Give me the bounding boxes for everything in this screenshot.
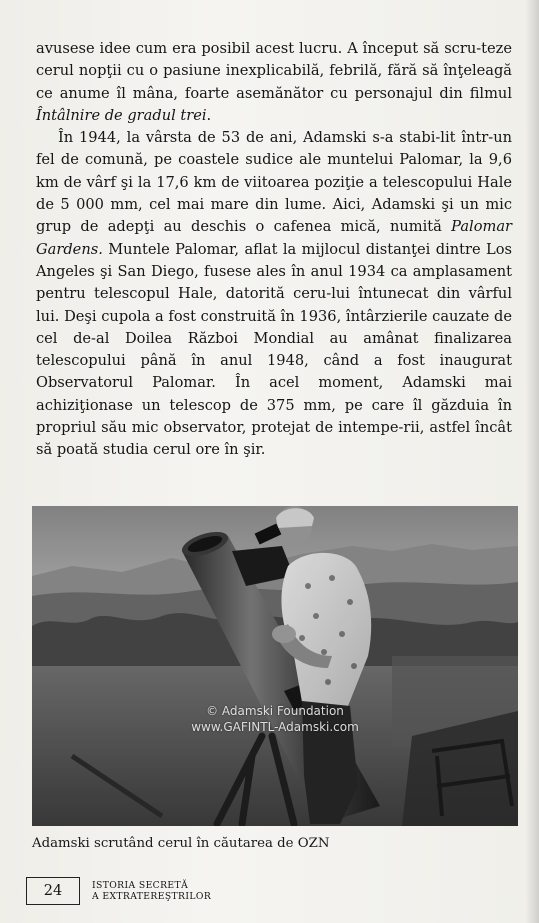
paragraph [36,38,512,127]
page-number: 24 [26,877,80,905]
italic-title: Palomar Gardens. [36,218,512,258]
running-head-line-2: A EXTRATEREŞTRILOR [92,891,212,902]
watermark-line-1: © Adamski Foundation [206,704,344,718]
running-head [92,880,211,902]
text-run: Muntele Palomar, aflat la mijlocul distanţei dintre Los Angeles şi San Diego, fusese ales în anul 1934 ca amplasament pentru telescopul Hale, datorită ceru-lui întunecat din vârful lui. Deşi cupola a fost construită în 1936, întârzierile cauzate de cel de-al Doilea Război Mondial au amânat finalizarea telescopului până în anul 1948, când a fost inaugurat Observatorul Palomar. În acel moment, Adamski mai achiziţionase un telescop de 375 mm, pe care îl găzduia în propriul său mic observator, protejat de intempe-rii, astfel încât să poată studia cerul ore în şir. [36,240,512,459]
body-text [36,38,512,462]
page-footer [26,877,506,909]
photo-caption: Adamski scrutând cerul în căutarea de OZN [32,836,330,851]
italic-title: Întâlnire de gradul trei [36,106,207,124]
text-run: . [206,106,212,124]
paragraph [36,127,512,461]
watermark-line-2: www.GAFINTL-Adamski.com [191,720,359,734]
photograph [32,506,518,826]
text-run: În 1944, la vârsta de 53 de ani, Adamski s-a stabi-lit într-un fel de comună, pe coastele sudice ale muntelui Palomar, la 9,6 km de vârf şi la 17,6 km de viitoarea poziţie a telescopului Hale de 5 000 mm, cel mai mare din lume. Aici, Adamski şi un mic grup de adepţi au deschis o cafenea mică, numită [36,129,512,236]
running-head-line-1: ISTORIA SECRETĂ [92,880,189,891]
photo-grain [32,506,518,826]
text-run: avusese idee cum era posibil acest lucru. A început să scru-teze cerul nopţii cu o pasiune inexplicabilă, febrilă, fără să înţeleagă ce anume îl mâna, foarte asemănător cu personajul din filmul [36,40,512,102]
page-edge-shadow [525,0,539,923]
photo-adamski-telescope [32,506,518,826]
